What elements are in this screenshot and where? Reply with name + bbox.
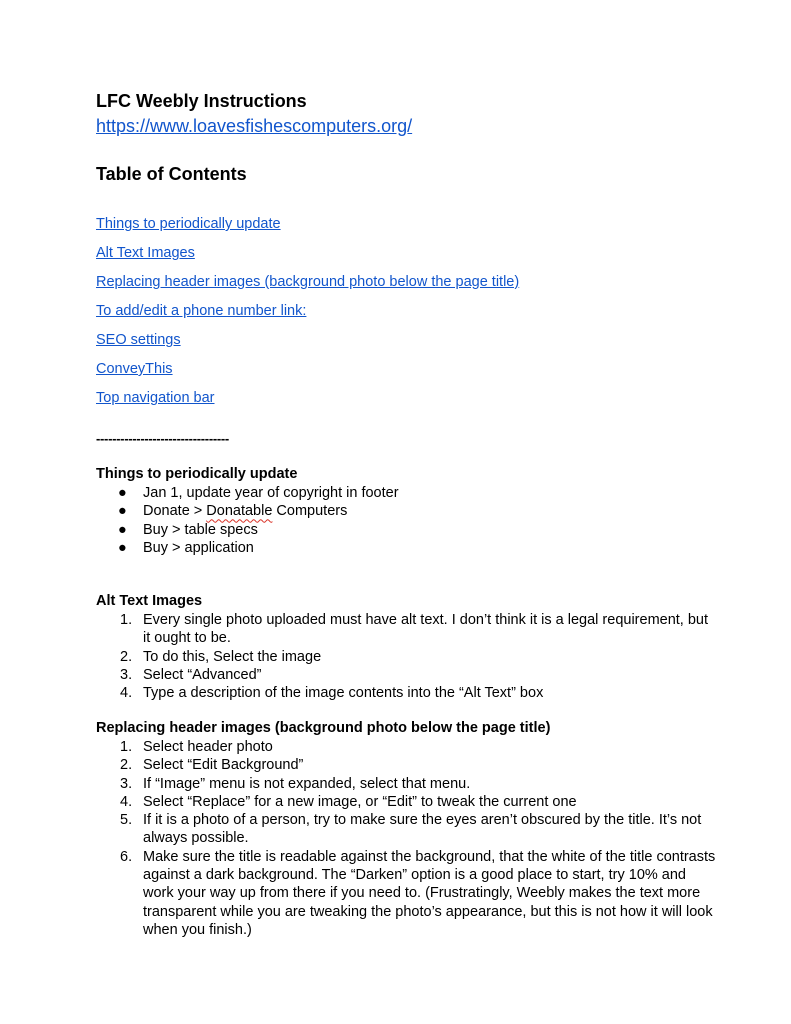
- document-title: LFC Weebly Instructions: [96, 91, 307, 111]
- list-item: [96, 666, 716, 684]
- step-number: 4.: [120, 793, 133, 810]
- step-text: Select “Edit Background”: [143, 757, 304, 774]
- list-item: [96, 811, 716, 848]
- alt-text-steps: [96, 611, 716, 702]
- section-heading-periodic-update: Things to periodically update: [96, 466, 298, 482]
- list-item: [96, 611, 716, 648]
- step-text: If “Image” menu is not expanded, select that menu.: [143, 775, 471, 792]
- step-text: To do this, Select the image: [143, 648, 322, 665]
- list-item: [96, 502, 716, 520]
- toc-link-periodic-update[interactable]: Things to periodically update: [96, 216, 281, 232]
- toc-link-conveythis[interactable]: ConveyThis: [96, 361, 173, 377]
- header-images-steps: [96, 738, 716, 939]
- bullet-icon: ●: [118, 485, 127, 501]
- list-item: [96, 539, 716, 557]
- step-number: 4.: [120, 685, 133, 702]
- step-text: Type a description of the image contents into the “Alt Text” box: [143, 685, 544, 702]
- website-url-link[interactable]: https://www.loavesfishescomputers.org/: [96, 116, 413, 136]
- toc-link-seo-settings[interactable]: SEO settings: [96, 332, 181, 348]
- toc-link-phone-number[interactable]: To add/edit a phone number link:: [96, 303, 307, 319]
- section-heading-header-images: Replacing header images (background photo below the page title): [96, 720, 551, 736]
- step-number: 2.: [120, 757, 133, 774]
- bullet-icon: ●: [118, 503, 127, 520]
- bullet-icon: ●: [118, 521, 127, 538]
- step-number: 3.: [120, 666, 133, 683]
- bullet-icon: ●: [118, 539, 127, 556]
- step-number: 5.: [120, 812, 133, 829]
- toc-heading: Table of Contents: [96, 164, 247, 184]
- list-item: [96, 484, 716, 502]
- section-separator: ---------------------------------: [96, 431, 229, 446]
- toc-link-header-images[interactable]: Replacing header images (background photo below the page title): [96, 274, 520, 290]
- step-number: 2.: [120, 648, 133, 665]
- toc-link-top-navigation[interactable]: Top navigation bar: [96, 390, 215, 406]
- step-text: Select “Replace” for a new image, or “Edit” to tweak the current one: [143, 793, 577, 810]
- step-text: Select header photo: [143, 739, 273, 755]
- list-item-text-prefix: Donate >: [143, 503, 207, 520]
- step-text: Make sure the title is readable against the background, that the white of the title contrasts against a dark background. The “Darken” option is a good place to start, try 10% and work your way up from there if you need to. (Frustratingly, Weebly makes the text more transparent while you are tweaking the photo’s appearance, but this is not how it will look when you finish.): [143, 848, 716, 938]
- step-text: Select “Advanced”: [143, 666, 262, 683]
- list-item: [96, 521, 716, 539]
- step-number: 6.: [120, 848, 133, 865]
- list-item: [96, 756, 716, 774]
- list-item-text: Buy > application: [143, 539, 254, 556]
- list-item: [96, 793, 716, 811]
- list-item: [96, 684, 716, 702]
- section-heading-alt-text: Alt Text Images: [96, 593, 203, 609]
- toc-link-alt-text[interactable]: Alt Text Images: [96, 245, 195, 261]
- step-number: 1.: [120, 612, 133, 628]
- spellcheck-flagged-word[interactable]: Donatable: [206, 503, 273, 520]
- list-item: [96, 775, 716, 793]
- step-text: If it is a photo of a person, try to make sure the eyes aren’t obscured by the title. It’s not always possible.: [143, 812, 702, 847]
- periodic-update-list: [96, 484, 716, 557]
- list-item: [96, 648, 716, 666]
- list-item: [96, 738, 716, 756]
- list-item-text-suffix: Computers: [272, 503, 348, 520]
- step-number: 3.: [120, 775, 133, 792]
- list-item-text: Buy > table specs: [143, 521, 258, 538]
- list-item: [96, 848, 716, 939]
- step-text: Every single photo uploaded must have alt text. I don’t think it is a legal requirement, but it ought to be.: [143, 612, 709, 647]
- list-item-text: Jan 1, update year of copyright in footer: [143, 485, 399, 501]
- step-number: 1.: [120, 739, 133, 755]
